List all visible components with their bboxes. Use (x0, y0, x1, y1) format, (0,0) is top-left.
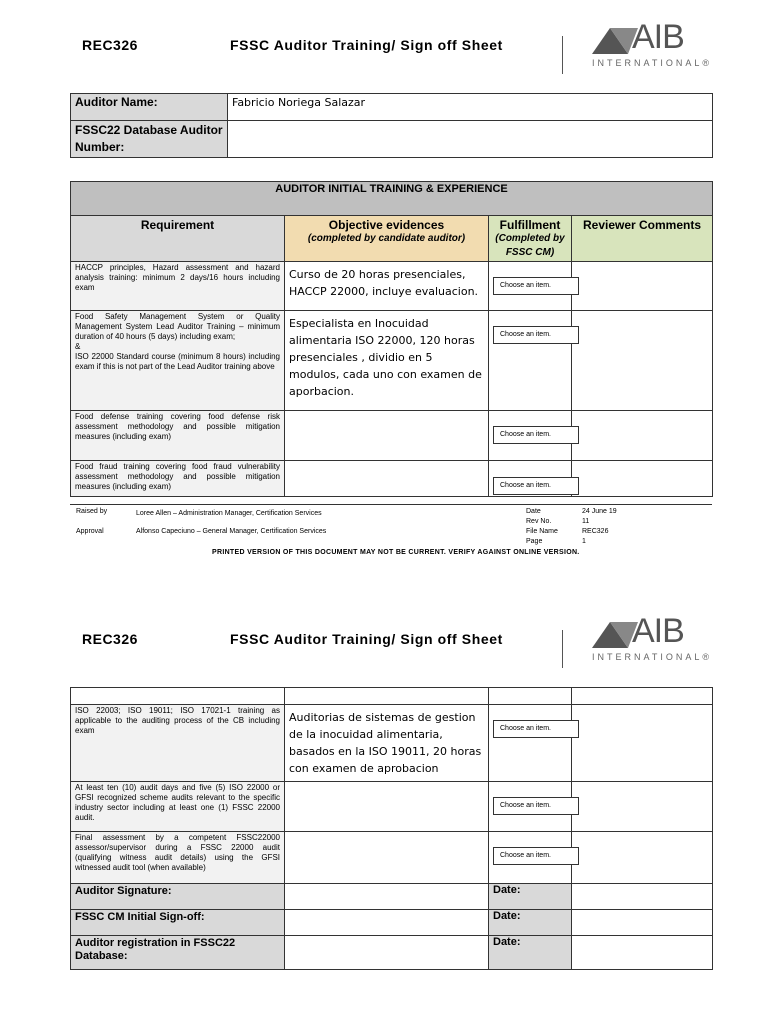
document-code: REC326 (82, 631, 138, 647)
empty-header-cell (71, 688, 285, 705)
auditor-number-value[interactable] (228, 121, 713, 158)
cm-date-label: Date: (489, 910, 572, 936)
registration-date-label: Date: (489, 936, 572, 970)
reviewer-cell[interactable] (572, 832, 713, 884)
col-fulfillment-note: (Completed by FSSC CM) (495, 233, 565, 258)
signature-date-field[interactable] (572, 884, 713, 910)
date-value: 24 June 19 (582, 508, 617, 515)
date-label: Date (526, 508, 541, 515)
requirement-cell: Food Safety Management System or Quality Management System Lead Auditor Training – minimum duration of 40 hours (5 days) including exam; & ISO 22000 Standard course (minimum 8 hours) including exam if this is not part of the Lead Auditor training above (71, 311, 285, 411)
auditor-number-label: FSSC22 Database Auditor Number: (71, 121, 228, 158)
approval-value: Alfonso Capeciuno – General Manager, Certification Services (136, 528, 327, 535)
logo-text: AIB (632, 612, 684, 650)
signoff-row (71, 936, 713, 970)
requirement-cell: Food fraud training covering food fraud vulnerability assessment methodology and possible mitigation measures (including exam) (71, 461, 285, 497)
document-title: FSSC Auditor Training/ Sign off Sheet (230, 37, 503, 53)
file-label: File Name (526, 528, 558, 535)
fulfillment-dropdown[interactable]: Choose an item. (493, 847, 579, 865)
footer-divider (70, 504, 712, 505)
evidence-cell[interactable] (285, 411, 489, 461)
page-value: 1 (582, 538, 586, 545)
reviewer-cell[interactable] (572, 461, 713, 497)
document-title: FSSC Auditor Training/ Sign off Sheet (230, 631, 503, 647)
header-divider (562, 630, 563, 668)
fulfillment-cell (489, 262, 572, 311)
cm-date-field[interactable] (572, 910, 713, 936)
fulfillment-dropdown[interactable]: Choose an item. (493, 326, 579, 344)
col-reviewer: Reviewer Comments (572, 216, 713, 262)
raised-label: Raised by (76, 508, 108, 515)
aib-logo (590, 612, 715, 666)
page-label: Page (526, 538, 543, 545)
registration-field[interactable] (285, 936, 489, 970)
empty-header-cell (489, 688, 572, 705)
auditor-name-value[interactable]: Fabricio Noriega Salazar (228, 94, 713, 121)
fulfillment-dropdown[interactable]: Choose an item. (493, 277, 579, 295)
table-row (71, 262, 713, 311)
cm-signoff-label: FSSC CM Initial Sign-off: (71, 910, 285, 936)
reviewer-cell[interactable] (572, 782, 713, 832)
raised-value: Loree Allen – Administration Manager, Certification Services (136, 510, 322, 517)
signature-date-label: Date: (489, 884, 572, 910)
registration-date-field[interactable] (572, 936, 713, 970)
requirement-cell: At least ten (10) audit days and five (5) ISO 22000 or GFSI recognized scheme audits relevant to the specific industry sector including at least one (1) FSSC 22000 audit. (71, 782, 285, 832)
col-requirement: Requirement (71, 216, 285, 262)
fulfillment-dropdown[interactable]: Choose an item. (493, 426, 579, 444)
auditor-signature-field[interactable] (285, 884, 489, 910)
fulfillment-dropdown[interactable]: Choose an item. (493, 477, 579, 495)
reviewer-cell[interactable] (572, 411, 713, 461)
table-row (71, 311, 713, 411)
approval-label: Approval (76, 528, 104, 535)
auditor-name-label: Auditor Name: (71, 94, 228, 121)
auditor-info-table (70, 93, 713, 158)
fulfillment-dropdown[interactable]: Choose an item. (493, 797, 579, 815)
requirement-cell: HACCP principles, Hazard assessment and hazard analysis training: minimum 2 days/16 hours including exam (71, 262, 285, 311)
evidence-cell[interactable]: Especialista en Inocuidad alimentaria ISO 22000, 120 horas presenciales , dividio en 5 modulos, cada uno con examen de aporbacion. (285, 311, 489, 411)
logo-text: AIB (632, 18, 684, 56)
evidence-cell[interactable]: Curso de 20 horas presenciales, HACCP 22000, incluye evaluacion. (285, 262, 489, 311)
requirement-cell: Food defense training covering food defense risk assessment methodology and possible mitigation measures (including exam) (71, 411, 285, 461)
signoff-row (71, 910, 713, 936)
table-row (71, 705, 713, 782)
evidence-cell[interactable] (285, 461, 489, 497)
rev-value: 11 (582, 518, 590, 525)
fulfillment-cell (489, 411, 572, 461)
training-table-page2 (70, 687, 713, 970)
reviewer-cell[interactable] (572, 311, 713, 411)
section-title: AUDITOR INITIAL TRAINING & EXPERIENCE (71, 182, 713, 216)
logo-subtext: INTERNATIONAL® (592, 58, 712, 68)
col-fulfillment (489, 216, 572, 262)
col-objective-label: Objective evidences (328, 218, 445, 232)
evidence-cell[interactable] (285, 782, 489, 832)
fulfillment-cell (489, 832, 572, 884)
evidence-cell[interactable]: Auditorias de sistemas de gestion de la inocuidad alimentaria, basados en la ISO 19011, 20 horas con examen de aprobacion (285, 705, 489, 782)
table-row (71, 832, 713, 884)
evidence-cell[interactable] (285, 832, 489, 884)
table-row (71, 782, 713, 832)
requirement-cell: Final assessment by a competent FSSC22000 assessor/supervisor during a FSSC 22000 audit (qualifying witness audit details) using the GFSI witnessed audit tool (when available) (71, 832, 285, 884)
col-fulfillment-label: Fulfillment (499, 218, 561, 232)
fulfillment-cell (489, 782, 572, 832)
table-header-row (71, 688, 713, 705)
fulfillment-cell (489, 461, 572, 497)
col-objective (285, 216, 489, 262)
fulfillment-cell (489, 311, 572, 411)
logo-subtext: INTERNATIONAL® (592, 652, 712, 662)
fulfillment-cell (489, 705, 572, 782)
file-value: REC326 (582, 528, 609, 535)
requirement-cell: ISO 22003; ISO 19011; ISO 17021-1 training as applicable to the auditing process of the CB including exam (71, 705, 285, 782)
header-divider (562, 36, 563, 74)
reviewer-cell[interactable] (572, 262, 713, 311)
empty-header-cell (285, 688, 489, 705)
col-objective-note: (completed by candidate auditor) (307, 233, 466, 244)
print-notice: PRINTED VERSION OF THIS DOCUMENT MAY NOT BE CURRENT. VERIFY AGAINST ONLINE VERSION. (212, 549, 580, 556)
empty-header-cell (572, 688, 713, 705)
table-row (71, 411, 713, 461)
table-row (71, 461, 713, 497)
fulfillment-dropdown[interactable]: Choose an item. (493, 720, 579, 738)
aib-logo (590, 18, 715, 72)
reviewer-cell[interactable] (572, 705, 713, 782)
signoff-row (71, 884, 713, 910)
cm-signoff-field[interactable] (285, 910, 489, 936)
rev-label: Rev No. (526, 518, 552, 525)
registration-label: Auditor registration in FSSC22 Database: (71, 936, 285, 970)
auditor-signature-label: Auditor Signature: (71, 884, 285, 910)
document-code: REC326 (82, 37, 138, 53)
training-table-page1 (70, 181, 713, 497)
